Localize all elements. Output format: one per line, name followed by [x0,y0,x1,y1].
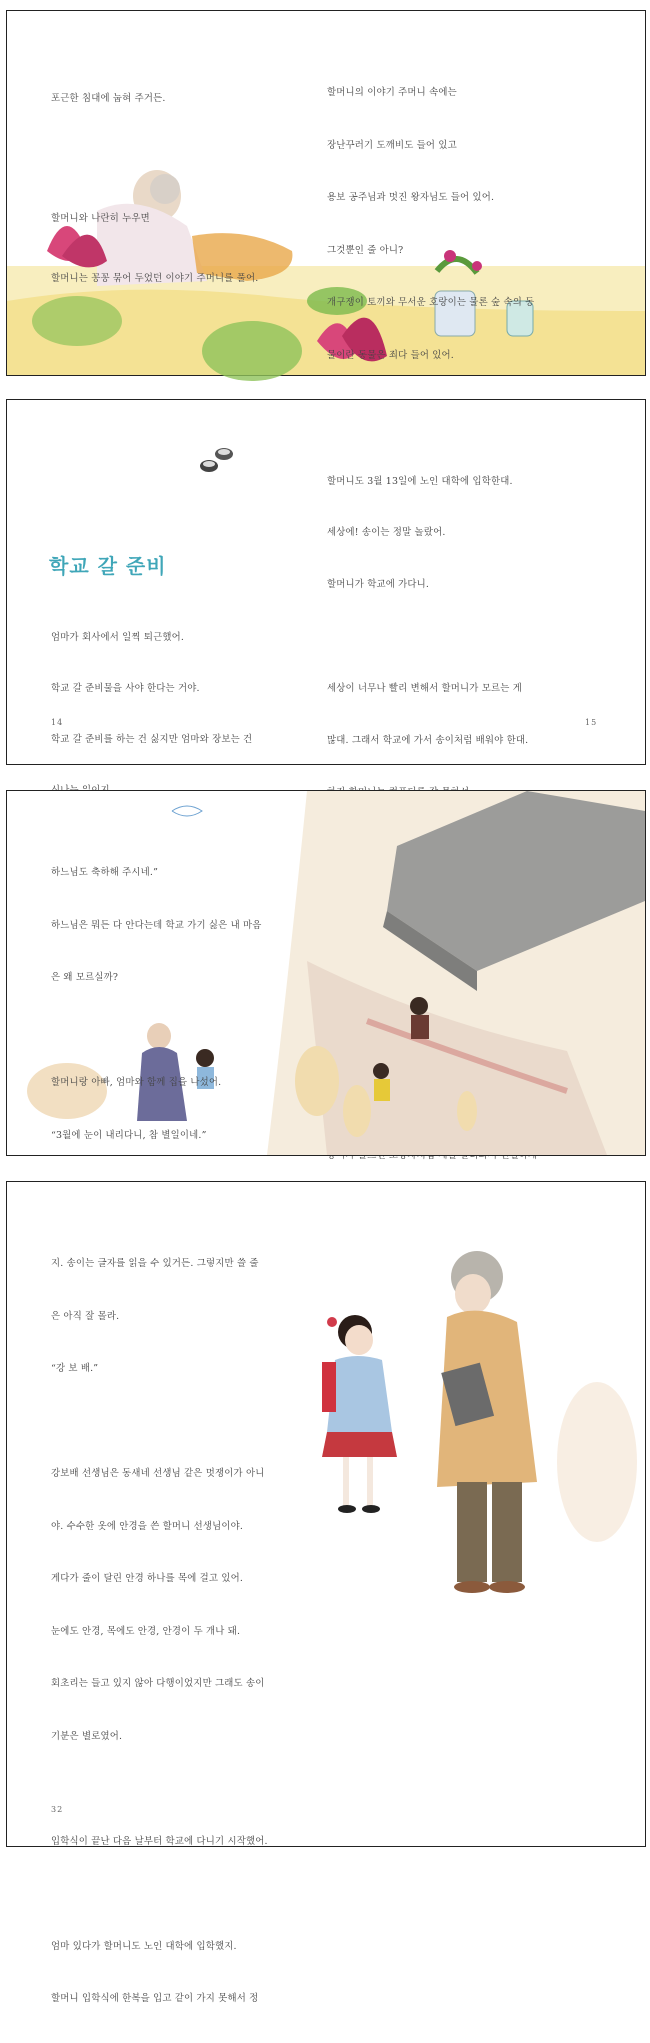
text-line: 지. 송이는 글자를 읽을 수 있거든. 그렇지만 쓸 줄 [51,1258,259,1269]
text-line [51,1022,262,1040]
text-line: 할머니와 나란히 누우면 [51,213,150,224]
text-line: 포근한 침대에 눕혀 주거든. [51,93,166,104]
text-line: 물이란 동물은 죄다 들어 있어. [327,349,454,361]
text-line: 세상이 너무나 빨리 변해서 할머니가 모르는 게 [327,683,522,695]
page-number-left: 14 [51,718,64,727]
text-line: 기분은 별로였어. [51,1730,123,1742]
text-line: 야. 수수한 옷에 안경을 쓴 할머니 선생님이야. [51,1520,244,1532]
text-line: 회초리는 들고 있지 않아 다행이었지만 그래도 송이 [51,1678,265,1689]
text-line [51,1885,268,1903]
text-line: 엄마 있다가 할머니도 노인 대학에 입학했지. [51,1940,237,1952]
text-line: 강보배 선생님은 동새네 선생님 같은 멋쟁이가 아니 [51,1468,265,1479]
text-line: 학교 갈 준비를 하는 건 싫지만 엄마와 장보는 건 [51,734,253,745]
text-line [51,1413,268,1431]
text-line: 세상에! 송이는 정말 놀랐어. [327,527,446,539]
text-line: “강 보 배.” [51,1363,99,1374]
text-line: 은 왜 모르실까? [51,972,119,983]
page-number-left: 32 [51,1805,64,1814]
text-line: 그것뿐인 줄 아니? [327,244,404,256]
text-line: 은 아직 잘 몰라. [51,1310,120,1322]
text-line [327,628,537,645]
text-line: 하느님은 뭐든 다 안다는데 학교 가기 싫은 내 마음 [51,919,262,931]
spread-3 [6,790,646,1156]
text-line: 할머니는 꽁꽁 묶어 두었던 이야기 주머니를 풀어. [51,273,259,284]
spread-4 [6,1181,646,2004]
spread-2 [6,399,646,765]
text-line: 많대. 그래서 학교에 가서 송이처럼 배워야 한대. [327,735,529,747]
text-line: 학교 갈 준비물을 사야 한다는 거야. [51,683,200,694]
spread-1 [6,10,646,376]
text-line: 엄마가 회사에서 일찍 퇴근했어. [51,632,185,643]
text-line: 입학식이 끝난 다음 날부터 학교에 다니기 시작했어. [51,1835,268,1847]
text-line: 하느님도 축하해 주시네.” [51,867,159,878]
text-line: 게다가 줄이 달린 안경 하나를 목에 걸고 있어. [51,1573,244,1584]
text-line: 장난꾸러기 도깨비도 들어 있고 [327,139,457,151]
section-heading: 학교 갈 준비 [49,554,167,578]
text-line: 개구쟁이 토끼와 무서운 호랑이는 물론 숲 속의 동 [327,297,535,308]
text-line: 할머니가 학교에 가다니. [327,579,430,591]
text-line: “3월에 눈이 내리다니, 참 별일이네.” [51,1129,207,1141]
page-number-right: 15 [585,718,598,727]
text-left-page [51,1220,268,2043]
text-line: 할머니도 3월 13일에 노인 대학에 입학한대. [327,475,513,487]
text-line: 용보 공주님과 멋진 왕자님도 들어 있어. [327,192,495,203]
text-line: 할머니랑 아빠, 엄마와 함께 집을 나섰어. [51,1077,222,1088]
text-line: 눈에도 안경, 목에도 안경, 안경이 두 개나 돼. [51,1625,241,1637]
text-line [51,1780,268,1798]
text-left-page [51,49,258,329]
text-line: 할머니 입학식에 한복을 입고 같이 가지 못해서 정 [51,1993,259,2004]
text-line [51,149,258,169]
text-line: 할머니의 이야기 주머니 속에는 [327,87,457,98]
